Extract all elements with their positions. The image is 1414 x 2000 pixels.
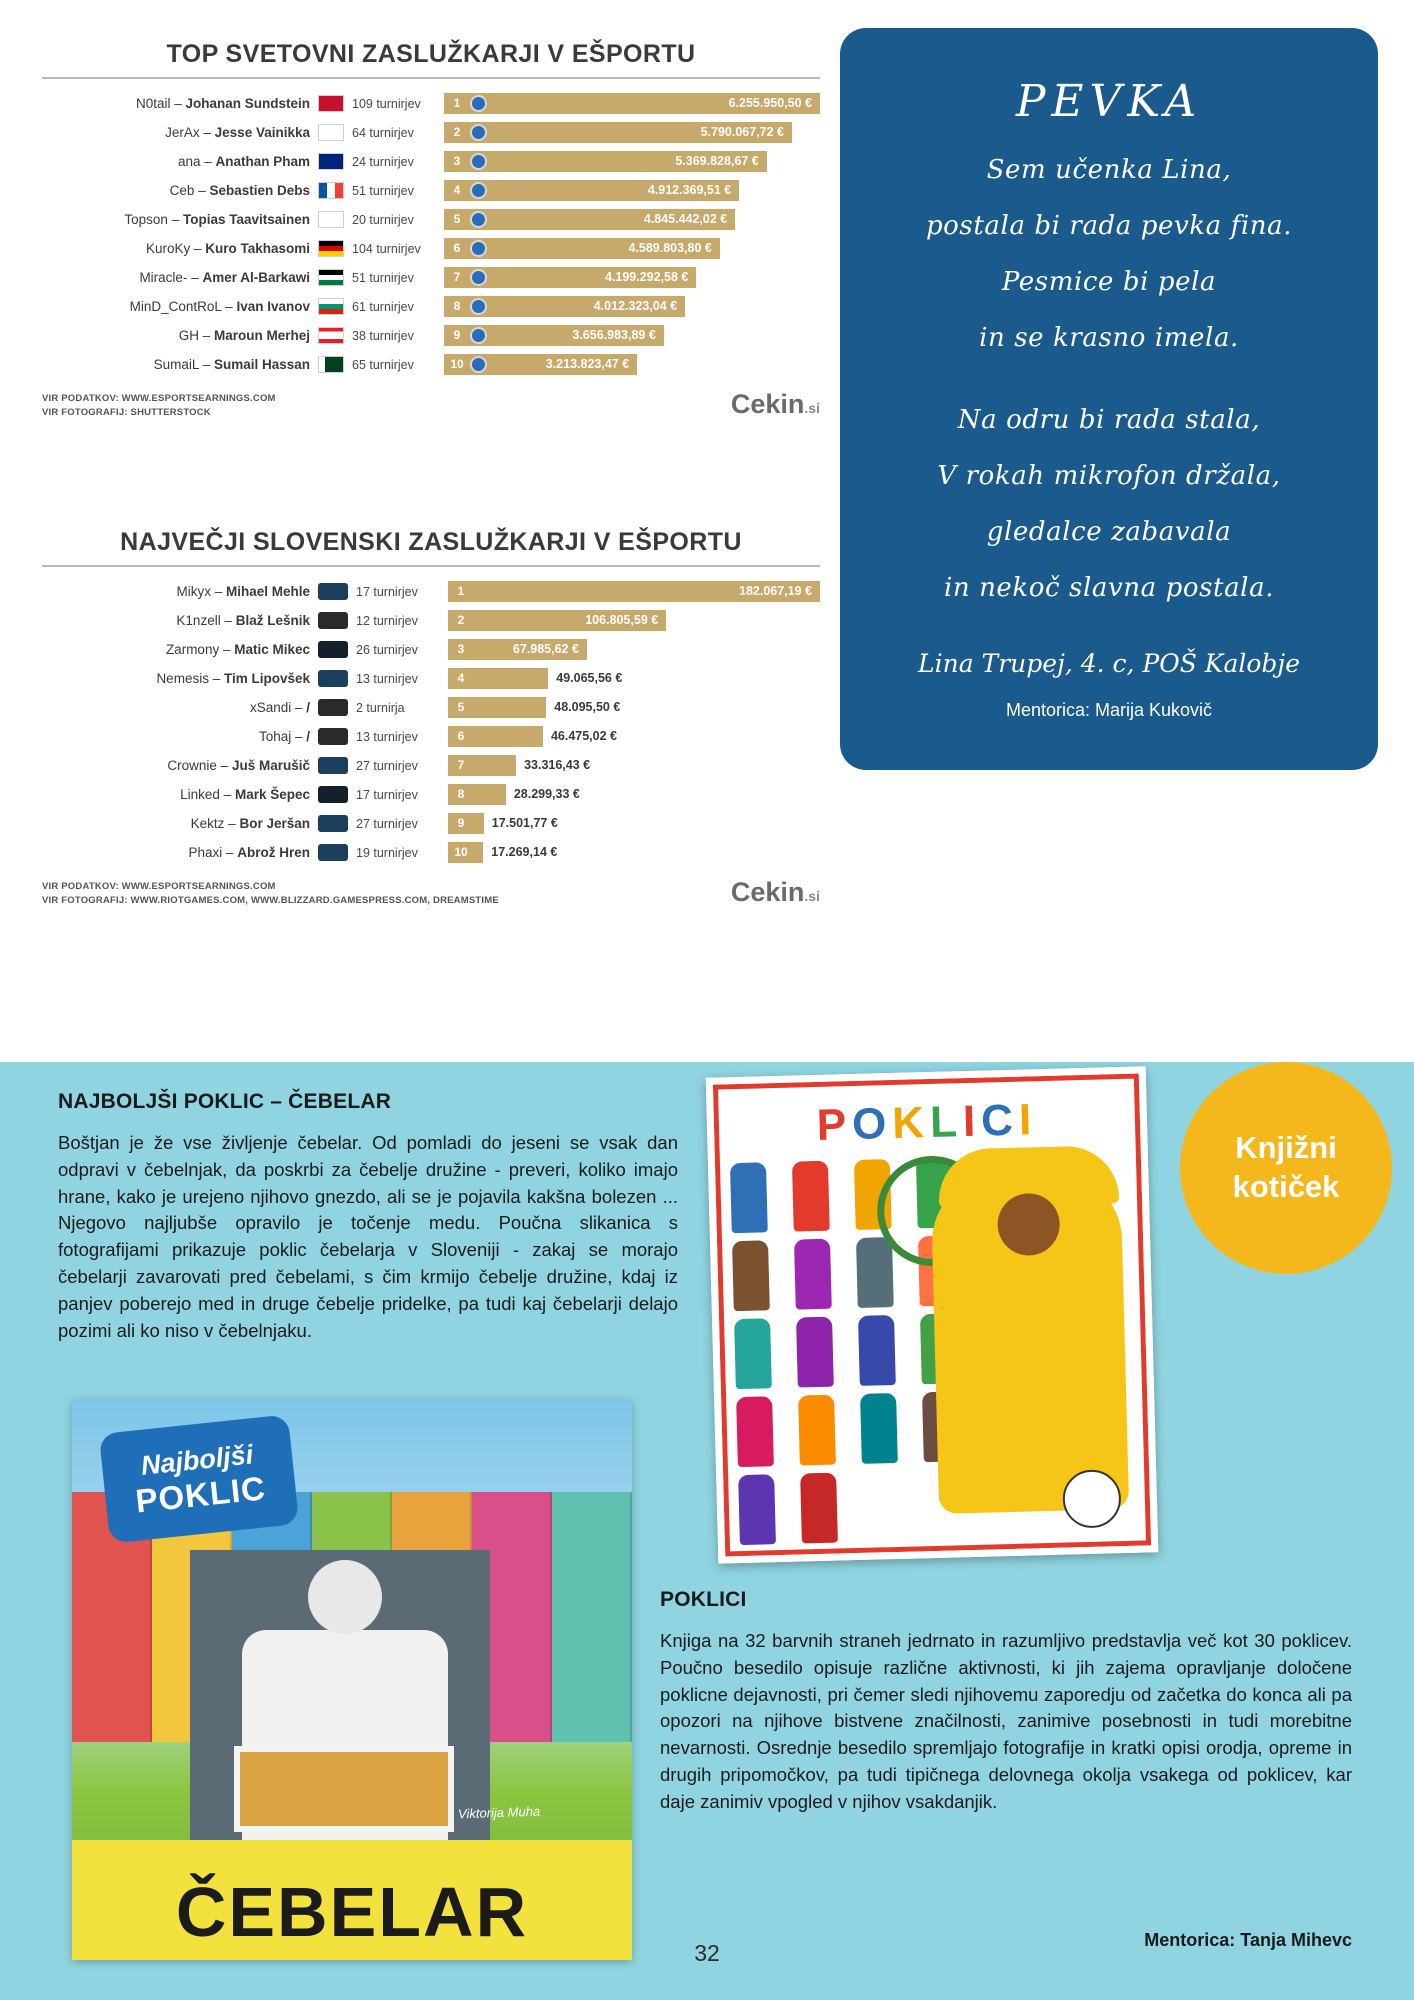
player-name: SumaiL – Sumail Hassan	[153, 357, 310, 372]
profession-figure	[858, 1315, 896, 1386]
earnings-value: 4.199.292,58 €	[604, 270, 689, 284]
cover-badge-line-2: POKLIC	[133, 1468, 268, 1520]
poem-author: Lina Trupej, 4. c, POŠ Kalobje	[918, 649, 1300, 678]
rank-label: 9	[457, 816, 465, 830]
source-photo: VIR FOTOGRAFIJ: WWW.RIOTGAMES.COM, WWW.BLIZZARD.GAMESPRESS.COM, DREAMSTIME	[42, 895, 499, 907]
rank-label: 6	[453, 241, 461, 255]
country-flag-icon	[318, 153, 344, 170]
chart-row	[42, 722, 820, 751]
profession-figure	[736, 1396, 774, 1467]
game-medal-icon	[470, 298, 487, 315]
tournament-count: 12 turnirjev	[356, 613, 418, 628]
country-flag-icon	[318, 327, 344, 344]
country-flag-icon	[318, 211, 344, 228]
source-data: VIR PODATKOV: WWW.ESPORTSEARNINGS.COM	[42, 393, 276, 405]
rank-label: 2	[457, 613, 465, 627]
honeycomb-frame	[234, 1746, 454, 1832]
bar-track	[448, 784, 820, 805]
rank-label: 10	[450, 357, 464, 371]
game-medal-icon	[470, 356, 487, 373]
tournament-count: 38 turnirjev	[352, 328, 414, 343]
rank-label: 5	[457, 700, 465, 714]
source-data: VIR PODATKOV: WWW.ESPORTSEARNINGS.COM	[42, 881, 276, 893]
tournament-count: 64 turnirjev	[352, 125, 414, 140]
poem-stanza-gap	[840, 351, 1378, 377]
profession-figure	[734, 1318, 772, 1389]
article-poklici	[660, 1588, 1352, 1816]
chart-row	[42, 147, 820, 176]
rank-label: 9	[453, 328, 461, 342]
poem-line: in se krasno imela.	[979, 323, 1239, 353]
player-name: Kektz – Bor Jeršan	[190, 816, 310, 831]
bar-track	[448, 813, 820, 834]
chart-row	[42, 751, 820, 780]
cover-title-letter: I	[1018, 1095, 1038, 1145]
profession-figure	[792, 1161, 830, 1232]
rank-label: 1	[453, 96, 461, 110]
chart-footer	[42, 389, 820, 420]
tournament-count: 65 turnirjev	[352, 357, 414, 372]
country-flag-icon	[318, 182, 344, 199]
cover-title-letter: I	[962, 1096, 982, 1147]
bar-track	[448, 581, 820, 602]
country-flag-icon	[318, 298, 344, 315]
article-body: Boštjan je že vse življenje čebelar. Od pomladi do jeseni se vsak dan odpravi v čebelnjak, da poskrbi za čebelje družine - preveri, koliko imajo hrane, kako je urejeno njihovo gnezdo, ali se je pojavila kakšna bolezen ... Njegovo najljubše opravilo je točenje medu. Poučna slikanica s fotografijami prikazuje poklic čebelarja v Sloveniji - zakaj se morajo čebelarji zavarovati pred čebelami, s čim krmijo čebelje družine, kdaj iz panjev poberejo med in druge čebelje pridelke, pa tudi kaj čebelarji delajo pozimi ali ko niso v čebelnjaku.	[58, 1132, 678, 1341]
tournament-count: 2 turnirja	[356, 700, 405, 715]
chart-footer	[42, 877, 820, 908]
bar-track	[444, 296, 820, 317]
earnings-value: 5.790.067,72 €	[700, 125, 784, 139]
chart-rows	[42, 89, 820, 379]
tournament-count: 13 turnirjev	[356, 729, 418, 744]
game-logo-icon	[318, 699, 348, 716]
bar-track	[444, 238, 820, 259]
earnings-value: 28.299,33 €	[513, 787, 580, 801]
earnings-value: 182.067,19 €	[739, 584, 812, 598]
rank-label: 8	[457, 787, 465, 801]
rank-label: 3	[457, 642, 465, 656]
earnings-value: 67.985,62 €	[512, 642, 579, 656]
tournament-count: 26 turnirjev	[356, 642, 418, 657]
country-flag-icon	[318, 95, 344, 112]
bar-track	[448, 639, 820, 660]
cekin-logo	[731, 877, 820, 908]
bar-track	[448, 610, 820, 631]
cekin-logo-text: Cekin	[730, 389, 805, 419]
player-name: Phaxi – Abrož Hren	[188, 845, 310, 860]
article-title: NAJBOLJŠI POKLIC – ČEBELAR	[58, 1090, 392, 1113]
player-name: N0tail – Johanan Sundstein	[135, 96, 310, 111]
game-medal-icon	[470, 153, 487, 170]
poem-line: gledalce zabavala	[986, 517, 1232, 547]
game-logo-icon	[318, 670, 348, 687]
cekin-logo-suffix: .si	[804, 888, 820, 904]
earnings-value: 106.805,59 €	[585, 613, 659, 627]
bar-track	[444, 325, 820, 346]
chart-row	[42, 292, 820, 321]
cover-title: ČEBELAR	[175, 1873, 529, 1951]
player-name: Mikyx – Mihael Mehle	[176, 584, 310, 599]
cover-title-letter: K	[891, 1097, 931, 1148]
profession-figure	[798, 1395, 836, 1466]
rank-label: 4	[453, 183, 461, 197]
beekeeper-photo	[190, 1550, 490, 1880]
player-name: GH – Maroun Merhej	[178, 328, 310, 343]
bar-track	[448, 755, 820, 776]
chart-row	[42, 205, 820, 234]
player-name: ana – Anathan Pham	[177, 154, 310, 169]
chart-slovenian-earners	[42, 528, 820, 908]
earnings-value: 6.255.950,50 €	[728, 96, 812, 110]
chart-row	[42, 809, 820, 838]
chart-row	[42, 350, 820, 379]
player-name: xSandi – /	[249, 700, 310, 715]
earnings-value: 4.012.323,04 €	[593, 299, 678, 313]
chart-title: TOP SVETOVNI ZASLUŽKARJI V EŠPORTU	[42, 40, 820, 79]
tournament-count: 51 turnirjev	[352, 183, 414, 198]
game-logo-icon	[318, 815, 348, 832]
book-cover-poklici	[706, 1066, 1159, 1563]
country-flag-icon	[318, 269, 344, 286]
player-name: KuroKy – Kuro Takhasomi	[145, 241, 310, 256]
game-logo-icon	[318, 728, 348, 745]
earnings-value: 4.912.369,51 €	[647, 183, 732, 197]
article-body: Knjiga na 32 barvnih straneh jedrnato in razumljivo predstavlja več kot 30 poklicev. Poučno besedilo opisuje različne aktivnosti, ki jih zajema opravljanje določene poklicne dejavnosti, pri čemer sledi njihovemu zaporedju od začetka do konca ali pa opozori na njihove bistvene značilnosti, zanimive posebnosti in tudi morebitne nevarnosti. Osrednje besedilo spremljajo fotografije in kratki opisi orodja, opreme in drugih pripomočkov, pa tudi tipičnega delovnega okolja vsakega od poklicev, kar daje zanimiv vpogled v njihov vsakdanjik.	[660, 1630, 1352, 1812]
player-name: Zarmony – Matic Mikec	[165, 642, 310, 657]
tournament-count: 27 turnirjev	[356, 816, 418, 831]
rank-label: 6	[457, 729, 465, 743]
earnings-value: 17.269,14 €	[491, 845, 558, 859]
player-name: JerAx – Jesse Vainikka	[165, 125, 310, 140]
player-name: Tohaj – /	[258, 729, 310, 744]
publisher-logo-icon	[1062, 1469, 1121, 1528]
bar-track	[444, 180, 820, 201]
bar-track	[448, 668, 820, 689]
chart-row	[42, 234, 820, 263]
earnings-value: 4.845.442,02 €	[643, 212, 728, 226]
game-logo-icon	[318, 757, 348, 774]
chart-row	[42, 321, 820, 350]
bar-track	[444, 267, 820, 288]
rank-label: 3	[453, 154, 461, 168]
player-name: Crownie – Juš Marušič	[167, 758, 310, 773]
cover-badge	[99, 1414, 299, 1543]
article-title: POKLICI	[660, 1588, 747, 1611]
bar-track	[444, 151, 820, 172]
poem-line: in nekoč slavna postala.	[943, 573, 1275, 603]
bar-track	[448, 726, 820, 747]
earnings-value: 49.065,56 €	[556, 671, 623, 685]
poem-lines	[840, 157, 1378, 601]
profession-figure	[800, 1473, 838, 1544]
chart-row	[42, 118, 820, 147]
profession-figure	[794, 1239, 832, 1310]
rank-label: 8	[453, 299, 461, 313]
tournament-count: 19 turnirjev	[356, 845, 418, 860]
game-medal-icon	[470, 269, 487, 286]
bar-track	[448, 842, 820, 863]
player-name: Miracle- – Amer Al-Barkawi	[139, 270, 310, 285]
game-logo-icon	[318, 844, 348, 861]
country-flag-icon	[318, 240, 344, 257]
chart-row	[42, 838, 820, 867]
tournament-count: 61 turnirjev	[352, 299, 414, 314]
rank-label: 4	[457, 671, 465, 685]
country-flag-icon	[318, 124, 344, 141]
poem-title: PEVKA	[1015, 76, 1203, 127]
player-name: Nemesis – Tim Lipovšek	[156, 671, 310, 686]
tournament-count: 51 turnirjev	[352, 270, 414, 285]
bar-track	[444, 209, 820, 230]
knjizni-koticek-badge	[1180, 1062, 1392, 1274]
cover-title-letter: O	[851, 1098, 893, 1150]
player-name: MinD_ContRoL – Ivan Ivanov	[129, 299, 310, 314]
poem-line: Sem učenka Lina,	[986, 155, 1232, 185]
profession-figure	[732, 1240, 770, 1311]
game-logo-icon	[318, 641, 348, 658]
chart-row	[42, 89, 820, 118]
rank-label: 2	[453, 125, 461, 139]
earnings-value: 48.095,50 €	[554, 700, 621, 714]
game-logo-icon	[318, 612, 348, 629]
tournament-count: 24 turnirjev	[352, 154, 414, 169]
profession-figure	[860, 1393, 898, 1464]
player-name: K1nzell – Blaž Lešnik	[176, 613, 310, 628]
cover-title-letter: L	[929, 1097, 964, 1147]
earnings-value: 3.656.983,89 €	[572, 328, 656, 342]
tournament-count: 27 turnirjev	[356, 758, 418, 773]
book-cover-cebelar	[72, 1400, 632, 1960]
rank-label: 10	[454, 845, 468, 859]
chart-row	[42, 693, 820, 722]
chart-row	[42, 780, 820, 809]
chart-row	[42, 664, 820, 693]
profession-figure	[856, 1237, 894, 1308]
cekin-logo	[731, 389, 820, 420]
player-name: Linked – Mark Šepec	[180, 787, 310, 802]
article-mentor: Mentorica: Tanja Mihevc	[1144, 1930, 1352, 1950]
cover-badge-line-1: Najboljši	[139, 1438, 255, 1481]
profession-figure	[730, 1162, 768, 1233]
cekin-logo-text: Cekin	[730, 877, 805, 907]
chart-row	[42, 635, 820, 664]
cekin-logo-suffix: .si	[804, 400, 820, 416]
photo-credit: Viktorija Muha	[457, 1803, 541, 1822]
profession-figure	[738, 1474, 776, 1545]
earnings-value: 5.369.828,67 €	[675, 154, 759, 168]
tournament-count: 104 turnirjev	[352, 241, 421, 256]
rank-label: 7	[453, 270, 461, 284]
player-name: Ceb – Sebastien Debs	[169, 183, 310, 198]
bar-track	[444, 122, 820, 143]
game-medal-icon	[470, 211, 487, 228]
beekeeper-head	[308, 1560, 382, 1634]
game-medal-icon	[470, 95, 487, 112]
rank-label: 5	[453, 212, 461, 226]
poem-line: Pesmice bi pela	[1001, 267, 1217, 297]
chart-rows	[42, 577, 820, 867]
game-medal-icon	[470, 182, 487, 199]
earnings-value: 3.213.823,47 €	[545, 357, 630, 371]
bar-track	[444, 354, 820, 375]
player-name: Topson – Topias Taavitsainen	[124, 212, 310, 227]
article-cebelar	[58, 1090, 678, 1345]
source-photo: VIR FOTOGRAFIJ: SHUTTERSTOCK	[42, 407, 211, 419]
game-medal-icon	[470, 240, 487, 257]
earnings-value: 4.589.803,80 €	[628, 241, 712, 255]
tournament-count: 20 turnirjev	[352, 212, 414, 227]
tournament-count: 109 turnirjev	[352, 96, 421, 111]
poem-line: postala bi rada pevka fina.	[925, 211, 1293, 241]
rank-label: 1	[457, 584, 465, 598]
country-flag-icon	[318, 356, 344, 373]
chart-world-earners	[42, 40, 820, 420]
tournament-count: 13 turnirjev	[356, 671, 418, 686]
tournament-count: 17 turnirjev	[356, 787, 418, 802]
chart-row	[42, 176, 820, 205]
cover-title-letter: C	[980, 1095, 1020, 1146]
poem-line: V rokah mikrofon držala,	[937, 461, 1281, 491]
bar-track	[444, 93, 820, 114]
chart-title: NAJVEČJI SLOVENSKI ZASLUŽKARJI V EŠPORTU	[42, 528, 820, 567]
bar-track	[448, 697, 820, 718]
game-medal-icon	[470, 327, 487, 344]
earnings-value: 46.475,02 €	[550, 729, 617, 743]
poem-mentor: Mentorica: Marija Kukovič	[1005, 700, 1213, 720]
badge-line-1: Knjižni	[1235, 1130, 1337, 1166]
page-number: 32	[694, 1940, 720, 1966]
badge-line-2: kotiček	[1232, 1169, 1340, 1204]
game-medal-icon	[470, 124, 487, 141]
cover-title-letter: P	[816, 1100, 853, 1150]
poem-line: Na odru bi rada stala,	[957, 405, 1261, 435]
chart-row	[42, 577, 820, 606]
game-logo-icon	[318, 583, 348, 600]
poem-card	[840, 28, 1378, 770]
cover-frame	[713, 1074, 1151, 1557]
rank-label: 7	[457, 758, 465, 772]
game-logo-icon	[318, 786, 348, 803]
cover-title	[718, 1093, 1135, 1154]
chart-row	[42, 606, 820, 635]
profession-figure	[796, 1317, 834, 1388]
earnings-value: 17.501,77 €	[491, 816, 558, 830]
tournament-count: 17 turnirjev	[356, 584, 418, 599]
earnings-value: 33.316,43 €	[524, 758, 591, 772]
chart-row	[42, 263, 820, 292]
